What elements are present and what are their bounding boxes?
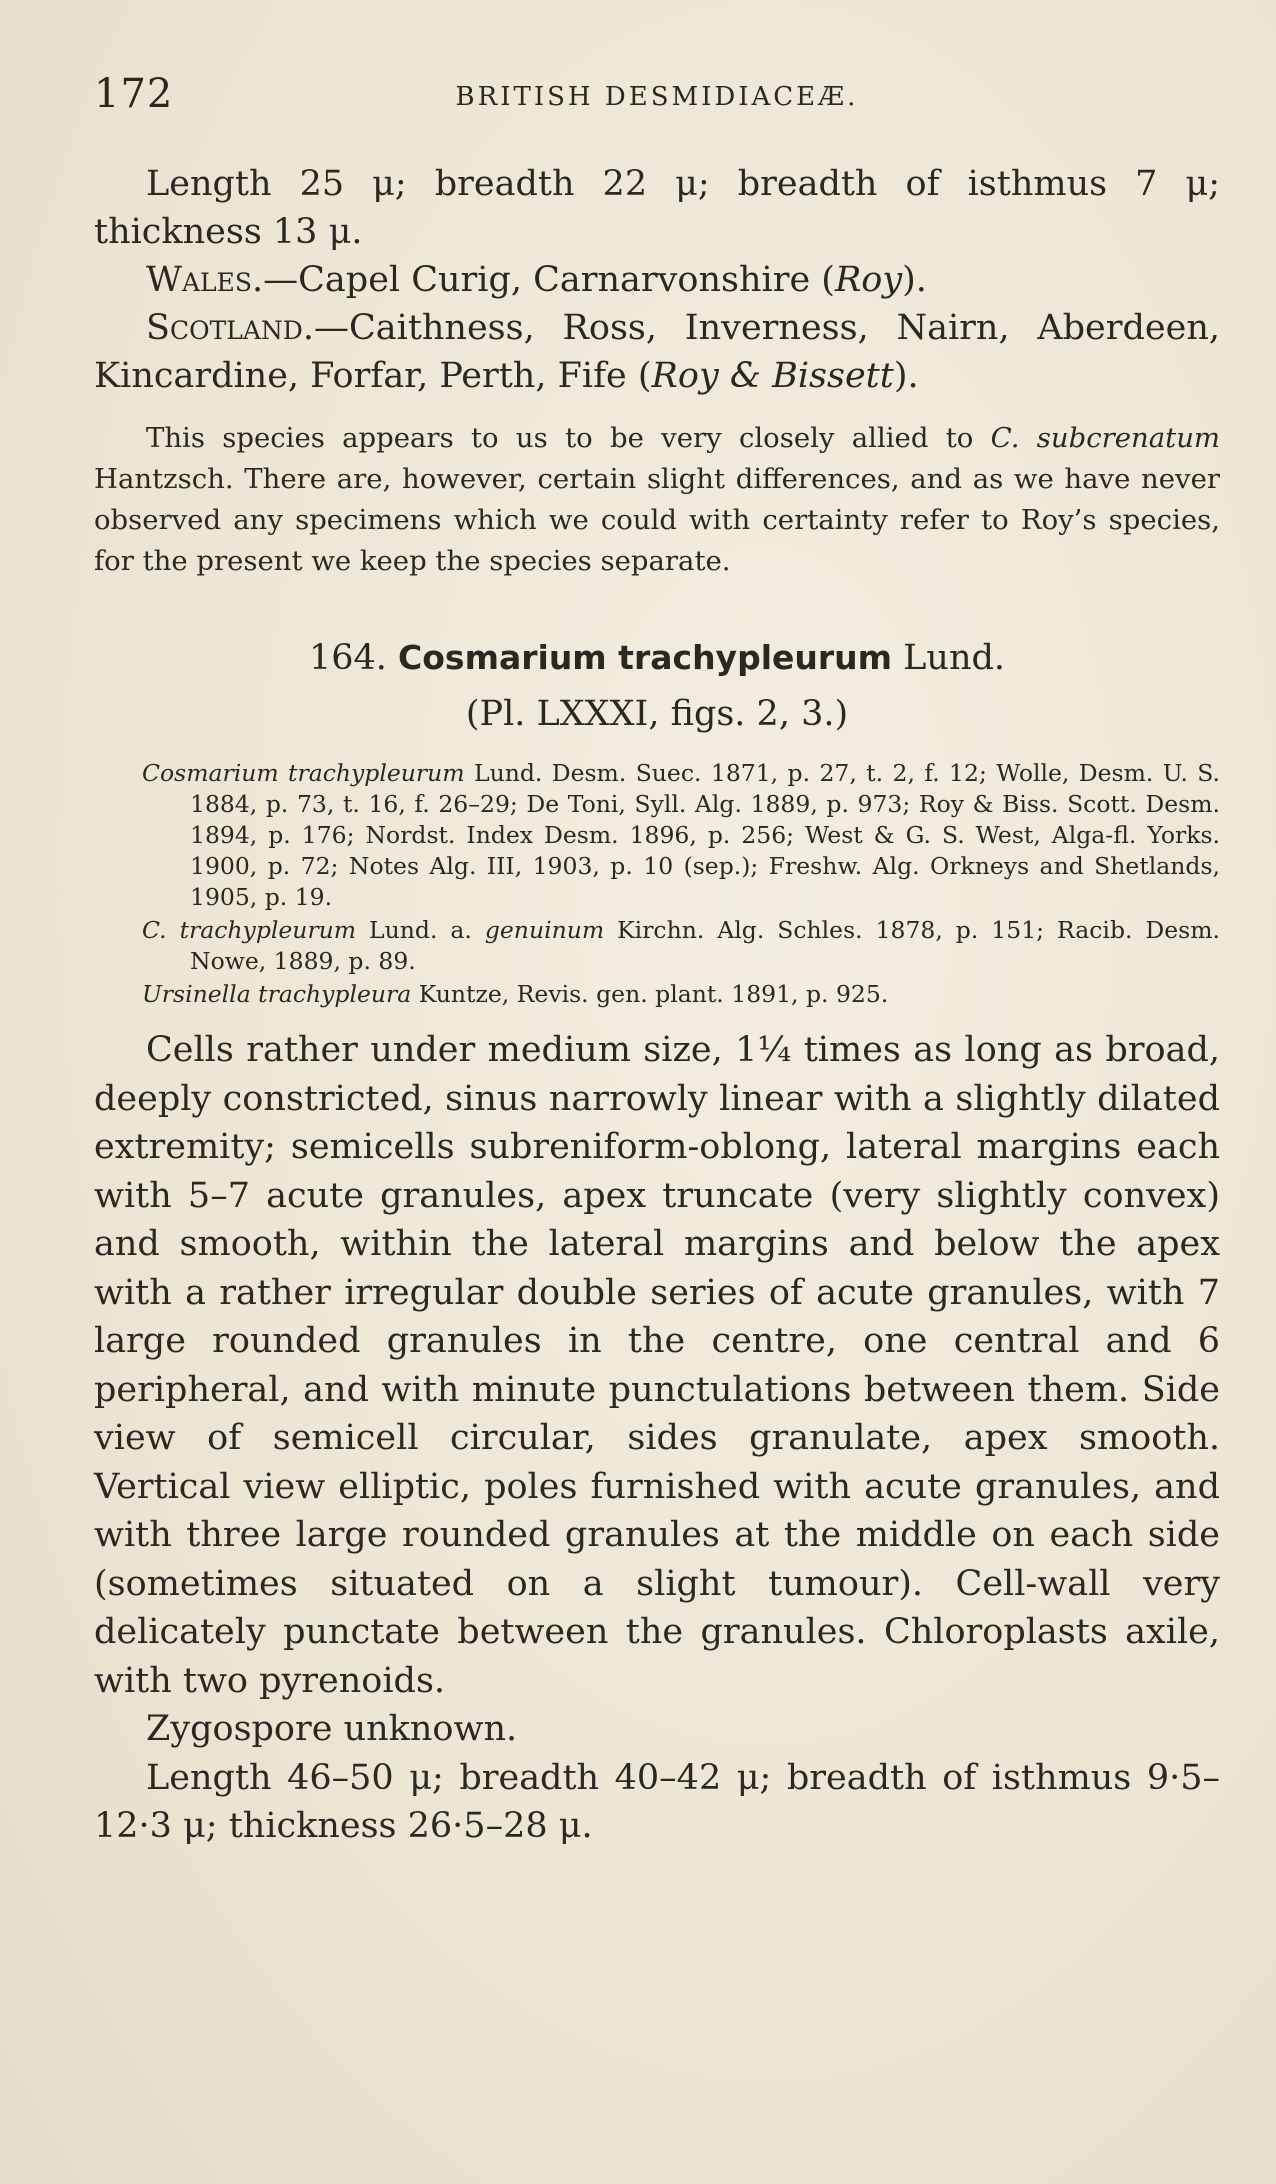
scotland-text: .—Caithness, Ross, Inverness, Nairn, Aberdeen, Kincardine, Forfar, Perth, Fife ( xyxy=(94,308,1220,396)
wales-text: .—Capel Curig, Carnarvonshire ( xyxy=(252,260,835,300)
note-part1: This species appears to us to be very closely allied to xyxy=(146,422,991,454)
species-measurements: Length 46–50 μ; breadth 40–42 μ; breadth of isthmus 9·5–12·3 μ; thickness 26·5–28 μ. xyxy=(94,1757,1220,1846)
reference-citation: Lund. Desm. Suec. 1871, p. 27, t. 2, f. 12; Wolle, Desm. U. S. 1884, p. 73, t. 16, f. 26–29; De Toni, Syll. Alg. 1889, p. 973; Roy & Biss. Scott. Desm. 1894, p. 176; Nordst. Index Desm. 1896, p. 256; West & G. S. West, Alga-fl. Yorks. 1900, p. 72; Notes Alg. III, 1903, p. 10 (sep.); Freshw. Alg. Orkneys and Shetlands, 1905, p. 19. xyxy=(190,759,1220,911)
references xyxy=(94,758,1220,1010)
scotland-end: ). xyxy=(893,356,919,396)
wales-end: ). xyxy=(902,260,927,300)
running-title: BRITISH DESMIDIACEÆ. xyxy=(455,82,859,112)
note-species: C. subcrenatum xyxy=(990,422,1220,454)
scotland-author: Roy & Bissett xyxy=(651,356,894,396)
region-label-wales: Wales xyxy=(146,260,253,300)
reference-taxon: Cosmarium trachypleurum xyxy=(142,759,465,787)
plate-reference: (Pl. LXXXI, figs. 2, 3.) xyxy=(465,694,849,734)
species-number: 164. xyxy=(308,638,387,678)
reference-citation: Lund. a. xyxy=(356,916,485,944)
wales-author: Roy xyxy=(834,260,903,300)
species-author: Lund. xyxy=(892,638,1006,678)
region-label-scotland: Scotland xyxy=(146,308,303,348)
reference-citation: Kirchn. Alg. Schles. 1878, p. 151; Racib. Desm. Nowe, 1889, p. 89. xyxy=(190,916,1220,975)
zygospore-note: Zygospore unknown. xyxy=(146,1709,518,1749)
reference-item xyxy=(142,915,1220,977)
page-number: 172 xyxy=(94,71,174,117)
reference-item xyxy=(142,758,1220,913)
running-head xyxy=(94,64,1220,124)
species-note xyxy=(94,418,1220,582)
distribution-scotland xyxy=(94,304,1220,400)
reference-taxon: C. trachypleurum xyxy=(142,916,357,944)
distribution-wales xyxy=(94,256,1220,304)
prev-measurements: Length 25 μ; breadth 22 μ; breadth of isthmus 7 μ; thickness 13 μ. xyxy=(94,164,1220,252)
species-description: Cells rather under medium size, 1¼ times as long as broad, deeply constricted, sinus narrowly linear with a slightly dilated extremity; semicells subreniform-oblong, lateral margins each with 5–7 acute granules, apex truncate (very slightly convex) and smooth, within the lateral margins and below the apex with a rather irregular double series of acute granules, with 7 large rounded granules in the centre, one central and 6 peripheral, and with minute punctulations between them. Side view of semicell circular, sides granulate, apex smooth. Vertical view elliptic, poles furnished with acute granules, and with three large rounded granules at the middle on each side (sometimes situated on a slight tumour). Cell-wall very delicately punctate between the granules. Chloroplasts axile, with two pyrenoids. xyxy=(94,1030,1220,1701)
note-part2: Hantzsch. There are, however, certain slight differences, and as we have never observed any specimens which we could with certainty refer to Roy’s species, for the present we keep the species separate. xyxy=(94,463,1220,577)
species-heading xyxy=(94,632,1220,684)
reference-citation: Kuntze, Revis. gen. plant. 1891, p. 925. xyxy=(411,980,889,1008)
reference-taxon: Ursinella trachypleura xyxy=(142,980,412,1008)
reference-variety: genuinum xyxy=(484,916,605,944)
species-name: Cosmarium trachypleurum xyxy=(398,638,893,677)
reference-item xyxy=(142,979,1220,1010)
